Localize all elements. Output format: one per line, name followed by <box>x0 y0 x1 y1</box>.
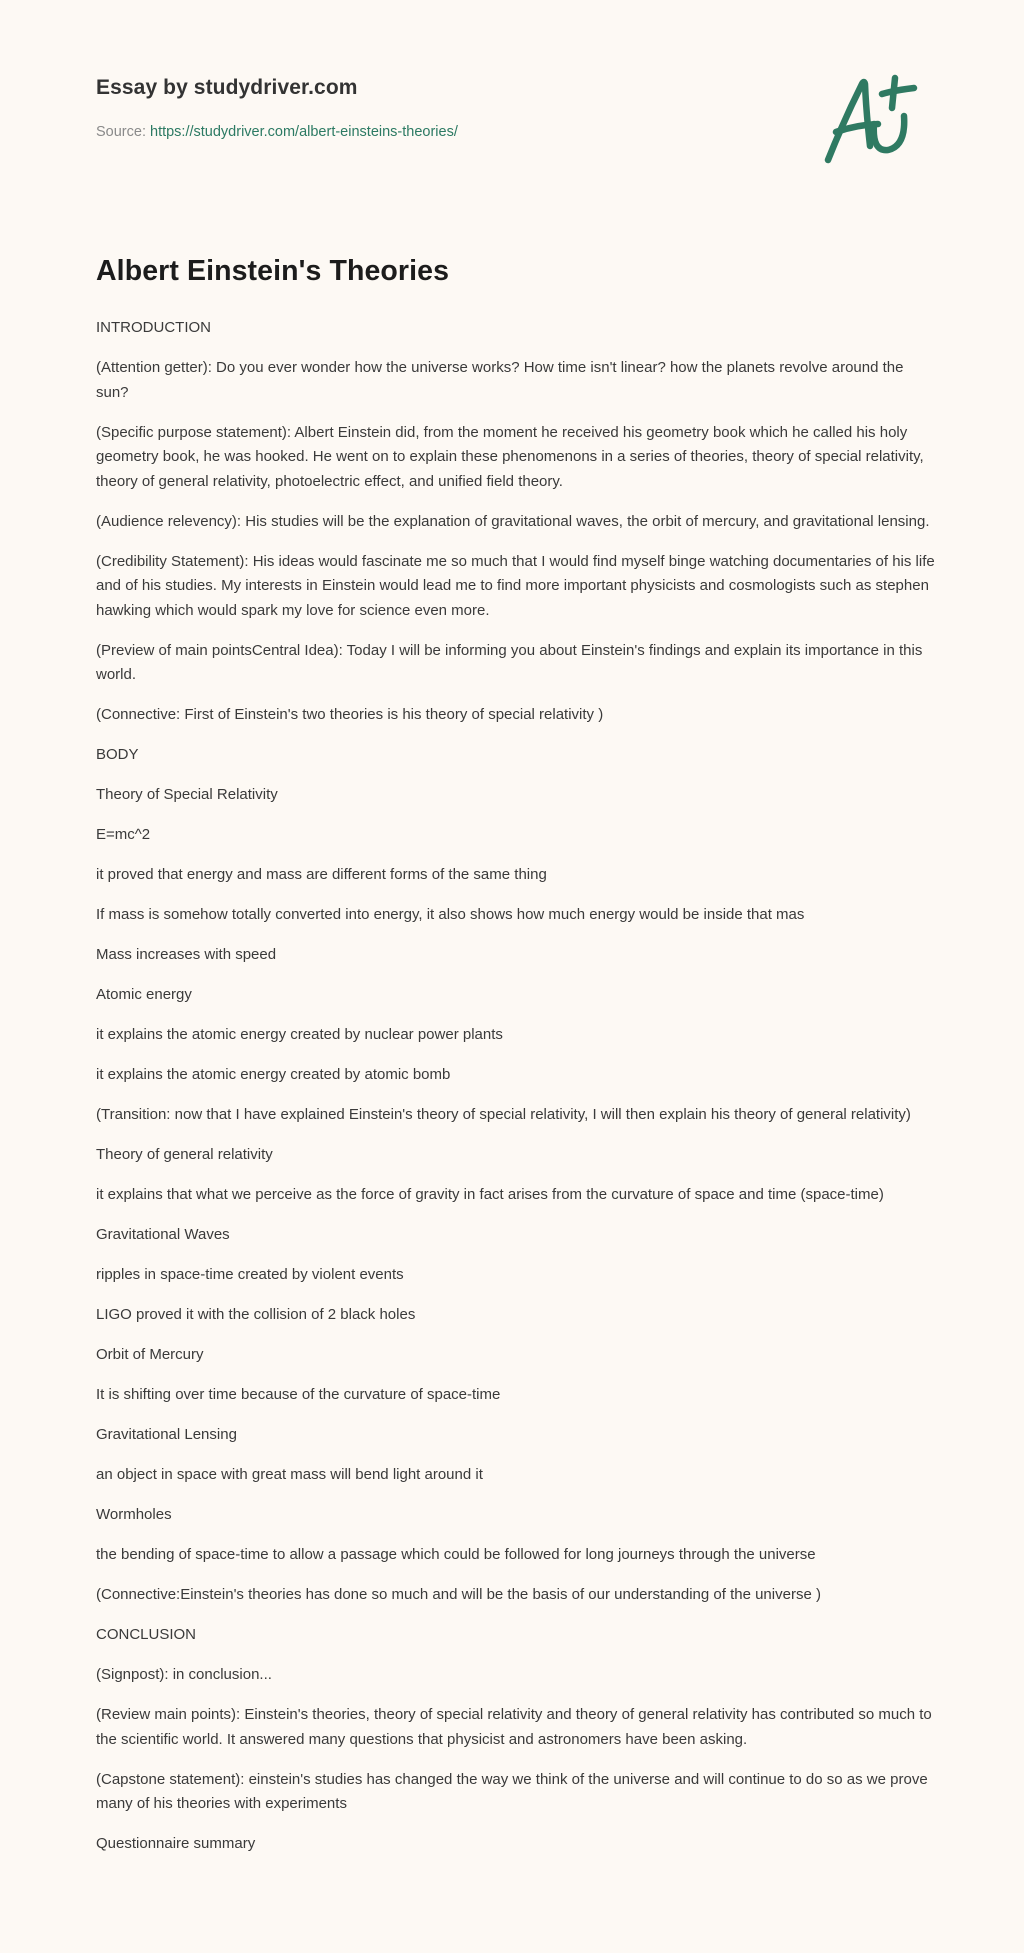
paragraph-audience-relevency: (Audience relevency): His studies will be the explanation of gravitational waves, the orbit of mercury, and gravitational lensing. <box>96 512 930 530</box>
paragraph: Gravitational Waves <box>96 1226 230 1243</box>
document-title: Albert Einstein's Theories <box>96 255 450 287</box>
paragraph-connective: (Connective:Einstein's theories has done so much and will be the basis of our understanding of the universe ) <box>96 1586 821 1603</box>
paragraph: it proved that energy and mass are different forms of the same thing <box>96 866 547 883</box>
paragraph-attention-getter: (Attention getter): Do you ever wonder how the universe works? How time isn't linear? how the planets revolve around the sun? <box>96 359 904 401</box>
section-heading-conclusion: CONCLUSION <box>96 1626 197 1643</box>
essay-content <box>96 316 936 1872</box>
section-heading-introduction: INTRODUCTION <box>96 319 211 336</box>
paragraph: Orbit of Mercury <box>96 1346 204 1363</box>
a-plus-grade-icon <box>822 70 922 166</box>
paragraph: If mass is somehow totally converted into energy, it also shows how much energy would be inside that mas <box>96 906 805 923</box>
paragraph: Theory of Special Relativity <box>96 786 278 803</box>
source-label: Source: <box>96 124 150 140</box>
paragraph: Theory of general relativity <box>96 1146 273 1163</box>
essay-page <box>96 0 936 1852</box>
paragraph-credibility: (Credibility Statement): His ideas would fascinate me so much that I would find myself binge watching documentaries of his life and of his studies. My interests in Einstein would lead me to find more important physicists and cosmologists such as stephen hawking which would spark my love for science even more. <box>96 552 935 619</box>
paragraph: the bending of space-time to allow a passage which could be followed for long journeys through the universe <box>96 1546 816 1563</box>
paragraph: it explains the atomic energy created by nuclear power plants <box>96 1026 503 1043</box>
paragraph: an object in space with great mass will bend light around it <box>96 1466 483 1483</box>
paragraph-questionnaire: Questionnaire summary <box>96 1835 256 1852</box>
paragraph-capstone: (Capstone statement): einstein's studies has changed the way we think of the universe and will continue to do so as we prove many of his theories with experiments <box>96 1770 928 1812</box>
paragraph: it explains the atomic energy created by atomic bomb <box>96 1066 451 1083</box>
paragraph: E=mc^2 <box>96 826 151 843</box>
paragraph: It is shifting over time because of the curvature of space-time <box>96 1386 501 1403</box>
paragraph: Atomic energy <box>96 986 192 1003</box>
paragraph: it explains that what we perceive as the force of gravity in fact arises from the curvature of space and time (space-time) <box>96 1186 884 1203</box>
paragraph: Mass increases with speed <box>96 946 277 963</box>
paragraph-connective: (Connective: First of Einstein's two theories is his theory of special relativity ) <box>96 706 604 723</box>
brand-title: Essay by studydriver.com <box>96 76 358 99</box>
paragraph-review: (Review main points): Einstein's theories, theory of special relativity and theory of general relativity has contributed so much to the scientific world. It answered many questions that physicist and astronomers have been asking. <box>96 1706 932 1748</box>
source-link[interactable]: https://studydriver.com/albert-einsteins-theories/ <box>150 124 458 140</box>
paragraph: ripples in space-time created by violent events <box>96 1266 404 1283</box>
paragraph: Gravitational Lensing <box>96 1426 237 1443</box>
section-heading-body: BODY <box>96 746 139 763</box>
source-line <box>96 124 458 140</box>
paragraph-signpost: (Signpost): in conclusion... <box>96 1666 272 1683</box>
page-header <box>96 0 936 287</box>
paragraph: LIGO proved it with the collision of 2 black holes <box>96 1306 416 1323</box>
paragraph-preview: (Preview of main pointsCentral Idea): Today I will be informing you about Einstein's findings and explain its importance in this world. <box>96 641 923 683</box>
paragraph: Wormholes <box>96 1506 172 1523</box>
paragraph-specific-purpose: (Specific purpose statement): Albert Einstein did, from the moment he received his geometry book which he called his holy geometry book, he was hooked. He went on to explain these phenomenons in a series of theories, theory of special relativity, theory of general relativity, photoelectric effect, and unified field theory. <box>96 423 924 490</box>
paragraph-transition: (Transition: now that I have explained Einstein's theory of special relativity, I will then explain his theory of general relativity) <box>96 1106 911 1123</box>
